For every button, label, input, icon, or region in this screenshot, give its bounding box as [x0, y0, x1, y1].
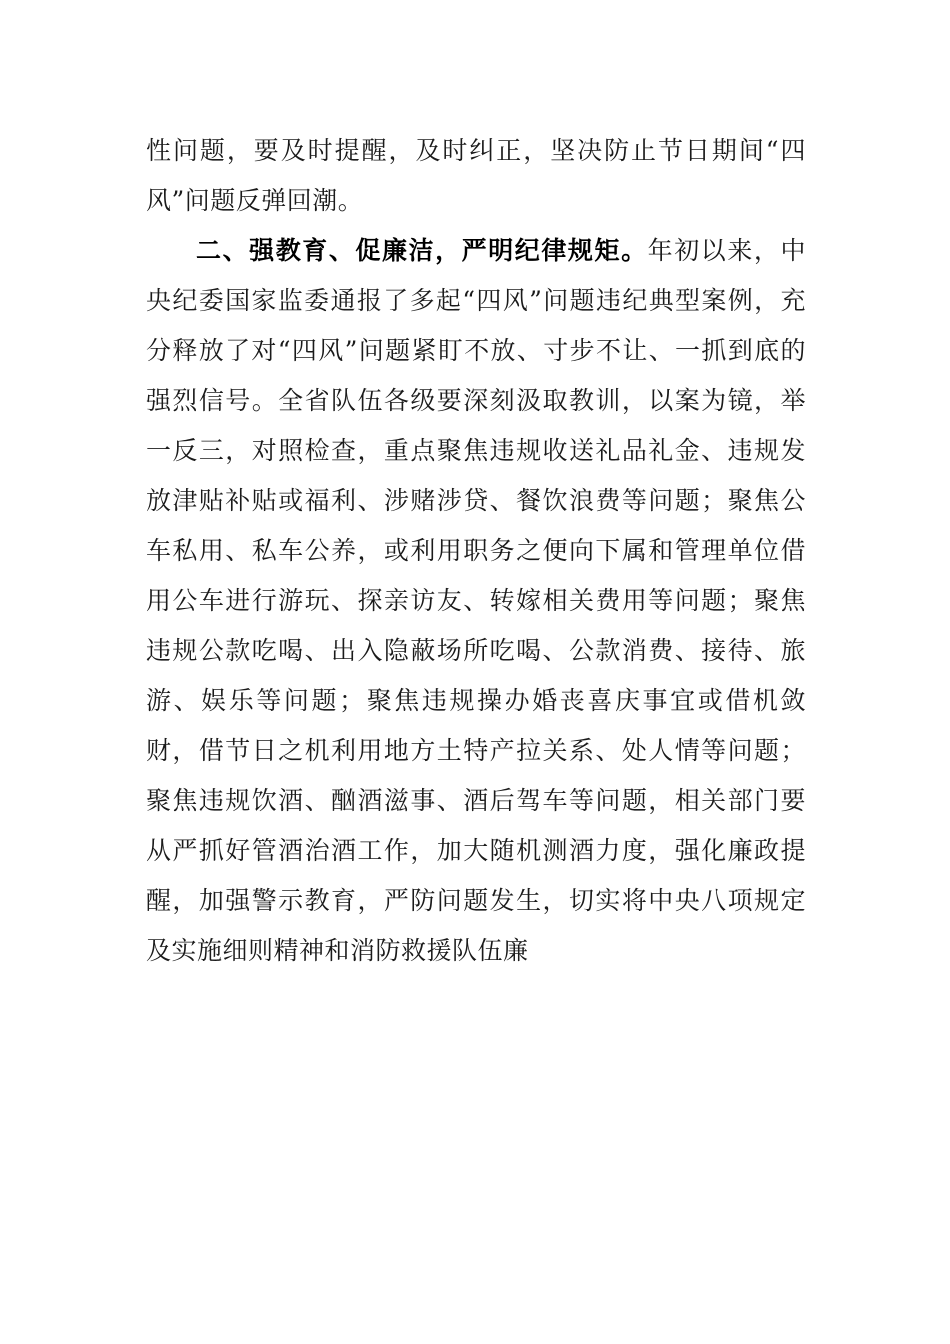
section-body-text: 年初以来，中央纪委国家监委通报了多起“四风”问题违纪典型案例，充分释放了对“四风”问题紧盯不放、寸步不让、一抓到底的强烈信号。全省队伍各级要深刻汲取教训，以案为镜，举一反三，对照检查，重点聚焦违规收送礼品礼金、违规发放津贴补贴或福利、涉赌涉贷、餐饮浪费等问题；聚焦公车私用、私车公养，或利用职务之便向下属和管理单位借用公车进行游玩、探亲访友、转嫁相关费用等问题；聚焦违规公款吃喝、出入隐蔽场所吃喝、公款消费、接待、旅游、娱乐等问题；聚焦违规操办婚丧喜庆事宜或借机敛财，借节日之机利用地方土特产拉关系、处人情等问题；聚焦违规饮酒、酗酒滋事、酒后驾车等问题，相关部门要从严抓好管酒治酒工作，加大随机测酒力度，强化廉政提醒，加强警示教育，严防问题发生，切实将中央八项规定及实施细则精神和消防救援队伍廉: [146, 236, 806, 965]
section-heading: 二、强教育、促廉洁，严明纪律规矩。: [196, 236, 648, 265]
paragraph-1-text: 性问题，要及时提醒，及时纠正，坚决防止节日期间“四风”问题反弹回潮。: [146, 136, 806, 215]
paragraph-section-two: [146, 226, 806, 976]
document-body: [146, 126, 806, 976]
paragraph-continuation: [146, 126, 806, 226]
